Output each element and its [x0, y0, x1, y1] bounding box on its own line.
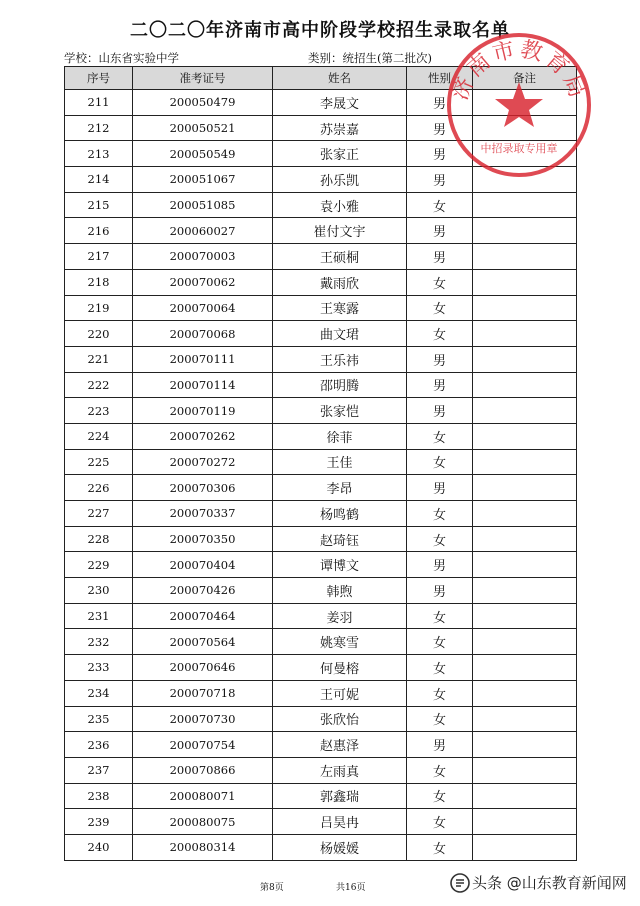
student-name-cell: 徐菲	[273, 423, 407, 449]
exam-id-cell: 200080314	[133, 834, 273, 860]
exam-id-cell: 200070114	[133, 372, 273, 398]
exam-id-cell: 200070754	[133, 732, 273, 758]
student-name-cell: 赵琦钰	[273, 526, 407, 552]
gender-cell: 女	[407, 809, 473, 835]
table-row	[65, 732, 577, 758]
student-name-cell: 张家正	[273, 141, 407, 167]
note-cell	[473, 680, 577, 706]
gender-cell: 男	[407, 167, 473, 193]
row-number-cell: 238	[65, 783, 133, 809]
note-cell	[473, 629, 577, 655]
exam-id-cell: 200070426	[133, 578, 273, 604]
table-row	[65, 757, 577, 783]
gender-cell: 女	[407, 706, 473, 732]
row-number-cell: 229	[65, 552, 133, 578]
gender-cell: 女	[407, 192, 473, 218]
row-number-cell: 232	[65, 629, 133, 655]
gender-cell: 女	[407, 501, 473, 527]
table-row	[65, 603, 577, 629]
exam-id-cell: 200070119	[133, 398, 273, 424]
gender-cell: 女	[407, 269, 473, 295]
exam-id-cell: 200070464	[133, 603, 273, 629]
row-number-cell: 213	[65, 141, 133, 167]
table-row	[65, 475, 577, 501]
row-number-cell: 223	[65, 398, 133, 424]
exam-id-cell: 200070718	[133, 680, 273, 706]
gender-cell: 女	[407, 757, 473, 783]
gender-cell: 男	[407, 141, 473, 167]
exam-id-cell: 200051085	[133, 192, 273, 218]
student-name-cell: 曲文珺	[273, 321, 407, 347]
table-row	[65, 655, 577, 681]
official-seal	[444, 30, 594, 180]
table-row	[65, 552, 577, 578]
exam-id-cell: 200060027	[133, 218, 273, 244]
student-name-cell: 杨媛媛	[273, 834, 407, 860]
table-row	[65, 578, 577, 604]
gender-cell: 男	[407, 578, 473, 604]
page-number: 第8页	[260, 883, 284, 893]
note-cell	[473, 552, 577, 578]
row-number-cell: 214	[65, 167, 133, 193]
gender-cell: 男	[407, 552, 473, 578]
exam-id-cell: 200050521	[133, 115, 273, 141]
note-cell	[473, 706, 577, 732]
table-row	[65, 398, 577, 424]
header-gender: 性别	[407, 67, 473, 90]
student-name-cell: 李晟文	[273, 90, 407, 116]
student-name-cell: 孙乐凯	[273, 167, 407, 193]
note-cell	[473, 783, 577, 809]
svg-text:中招录取专用章: 中招录取专用章	[480, 142, 558, 155]
student-name-cell: 王乐祎	[273, 346, 407, 372]
row-number-cell: 220	[65, 321, 133, 347]
exam-id-cell: 200070003	[133, 244, 273, 270]
exam-id-cell: 200070306	[133, 475, 273, 501]
table-row	[65, 834, 577, 860]
note-cell	[473, 423, 577, 449]
note-cell	[473, 321, 577, 347]
gender-cell: 男	[407, 115, 473, 141]
note-cell	[473, 295, 577, 321]
student-name-cell: 姜羽	[273, 603, 407, 629]
exam-id-cell: 200070646	[133, 655, 273, 681]
table-row	[65, 526, 577, 552]
note-cell	[473, 346, 577, 372]
row-number-cell: 211	[65, 90, 133, 116]
row-number-cell: 222	[65, 372, 133, 398]
table-row	[65, 809, 577, 835]
exam-id-cell: 200080071	[133, 783, 273, 809]
note-cell	[473, 449, 577, 475]
table-row	[65, 346, 577, 372]
row-number-cell: 221	[65, 346, 133, 372]
row-number-cell: 218	[65, 269, 133, 295]
exam-id-cell: 200070062	[133, 269, 273, 295]
gender-cell: 女	[407, 655, 473, 681]
gender-cell: 女	[407, 449, 473, 475]
student-name-cell: 张欣怡	[273, 706, 407, 732]
exam-id-cell: 200070404	[133, 552, 273, 578]
student-name-cell: 左雨真	[273, 757, 407, 783]
exam-id-cell: 200050479	[133, 90, 273, 116]
header-number: 序号	[65, 67, 133, 90]
note-cell	[473, 372, 577, 398]
watermark-text: 头条 @山东教育新闻网	[472, 874, 627, 892]
document-title: 二〇二〇年济南市高中阶段学校招生录取名单	[130, 20, 510, 41]
exam-id-cell: 200070272	[133, 449, 273, 475]
gender-cell: 女	[407, 783, 473, 809]
table-row	[65, 269, 577, 295]
student-name-cell: 姚寒雪	[273, 629, 407, 655]
note-cell	[473, 192, 577, 218]
student-name-cell: 戴雨欣	[273, 269, 407, 295]
school-label: 学校：山东省实验中学	[64, 51, 179, 65]
student-name-cell: 苏崇嘉	[273, 115, 407, 141]
note-cell	[473, 655, 577, 681]
row-number-cell: 212	[65, 115, 133, 141]
student-name-cell: 吕昊冉	[273, 809, 407, 835]
note-cell	[473, 398, 577, 424]
student-name-cell: 谭博文	[273, 552, 407, 578]
gender-cell: 男	[407, 372, 473, 398]
gender-cell: 女	[407, 423, 473, 449]
exam-id-cell: 200070068	[133, 321, 273, 347]
note-cell	[473, 809, 577, 835]
table-row	[65, 783, 577, 809]
note-cell	[473, 501, 577, 527]
header-name: 姓名	[273, 67, 407, 90]
student-name-cell: 王硕桐	[273, 244, 407, 270]
student-name-cell: 杨鸣鹤	[273, 501, 407, 527]
row-number-cell: 215	[65, 192, 133, 218]
row-number-cell: 235	[65, 706, 133, 732]
row-number-cell: 230	[65, 578, 133, 604]
row-number-cell: 237	[65, 757, 133, 783]
student-name-cell: 韩煦	[273, 578, 407, 604]
note-cell	[473, 526, 577, 552]
student-name-cell: 邵明腾	[273, 372, 407, 398]
gender-cell: 女	[407, 680, 473, 706]
table-row	[65, 295, 577, 321]
category-label: 类别：统招生(第二批次)	[308, 51, 432, 65]
star-icon	[495, 82, 543, 127]
admission-table	[64, 66, 577, 861]
row-number-cell: 219	[65, 295, 133, 321]
exam-id-cell: 200070111	[133, 346, 273, 372]
exam-id-cell: 200050549	[133, 141, 273, 167]
table-row	[65, 423, 577, 449]
student-name-cell: 王佳	[273, 449, 407, 475]
header-note: 备注	[473, 67, 577, 90]
exam-id-cell: 200070564	[133, 629, 273, 655]
note-cell	[473, 834, 577, 860]
gender-cell: 男	[407, 398, 473, 424]
student-name-cell: 何曼榕	[273, 655, 407, 681]
row-number-cell: 240	[65, 834, 133, 860]
student-name-cell: 崔付文宇	[273, 218, 407, 244]
row-number-cell: 234	[65, 680, 133, 706]
table-row	[65, 706, 577, 732]
gender-cell: 男	[407, 244, 473, 270]
table-row	[65, 680, 577, 706]
gender-cell: 女	[407, 526, 473, 552]
row-number-cell: 236	[65, 732, 133, 758]
svg-text:济南市教育局: 济南市教育局	[447, 37, 591, 104]
exam-id-cell: 200080075	[133, 809, 273, 835]
gender-cell: 女	[407, 603, 473, 629]
table-row	[65, 244, 577, 270]
note-cell	[473, 244, 577, 270]
row-number-cell: 239	[65, 809, 133, 835]
exam-id-cell: 200070730	[133, 706, 273, 732]
table-row	[65, 501, 577, 527]
note-cell	[473, 475, 577, 501]
gender-cell: 女	[407, 321, 473, 347]
header-exam-id: 准考证号	[133, 67, 273, 90]
student-name-cell: 王可妮	[273, 680, 407, 706]
student-name-cell: 王寒露	[273, 295, 407, 321]
row-number-cell: 216	[65, 218, 133, 244]
row-number-cell: 224	[65, 423, 133, 449]
table-row	[65, 321, 577, 347]
gender-cell: 男	[407, 475, 473, 501]
row-number-cell: 226	[65, 475, 133, 501]
note-cell	[473, 732, 577, 758]
note-cell	[473, 218, 577, 244]
note-cell	[473, 269, 577, 295]
gender-cell: 女	[407, 629, 473, 655]
gender-cell: 男	[407, 732, 473, 758]
gender-cell: 女	[407, 295, 473, 321]
note-cell	[473, 578, 577, 604]
table-row	[65, 629, 577, 655]
watermark	[444, 872, 627, 893]
exam-id-cell: 200070064	[133, 295, 273, 321]
table-row	[65, 192, 577, 218]
gender-cell: 男	[407, 90, 473, 116]
table-row	[65, 372, 577, 398]
row-number-cell: 233	[65, 655, 133, 681]
student-name-cell: 袁小雅	[273, 192, 407, 218]
row-number-cell: 217	[65, 244, 133, 270]
student-name-cell: 赵惠泽	[273, 732, 407, 758]
row-number-cell: 228	[65, 526, 133, 552]
student-name-cell: 张家恺	[273, 398, 407, 424]
exam-id-cell: 200070350	[133, 526, 273, 552]
table-row	[65, 218, 577, 244]
toutiao-icon	[450, 873, 470, 893]
exam-id-cell: 200070262	[133, 423, 273, 449]
student-name-cell: 郭鑫瑞	[273, 783, 407, 809]
table-row	[65, 449, 577, 475]
gender-cell: 女	[407, 834, 473, 860]
student-name-cell: 李昂	[273, 475, 407, 501]
row-number-cell: 231	[65, 603, 133, 629]
row-number-cell: 225	[65, 449, 133, 475]
note-cell	[473, 603, 577, 629]
page-total: 共16页	[336, 883, 366, 893]
gender-cell: 男	[407, 218, 473, 244]
row-number-cell: 227	[65, 501, 133, 527]
gender-cell: 男	[407, 346, 473, 372]
exam-id-cell: 200051067	[133, 167, 273, 193]
note-cell	[473, 757, 577, 783]
exam-id-cell: 200070866	[133, 757, 273, 783]
exam-id-cell: 200070337	[133, 501, 273, 527]
